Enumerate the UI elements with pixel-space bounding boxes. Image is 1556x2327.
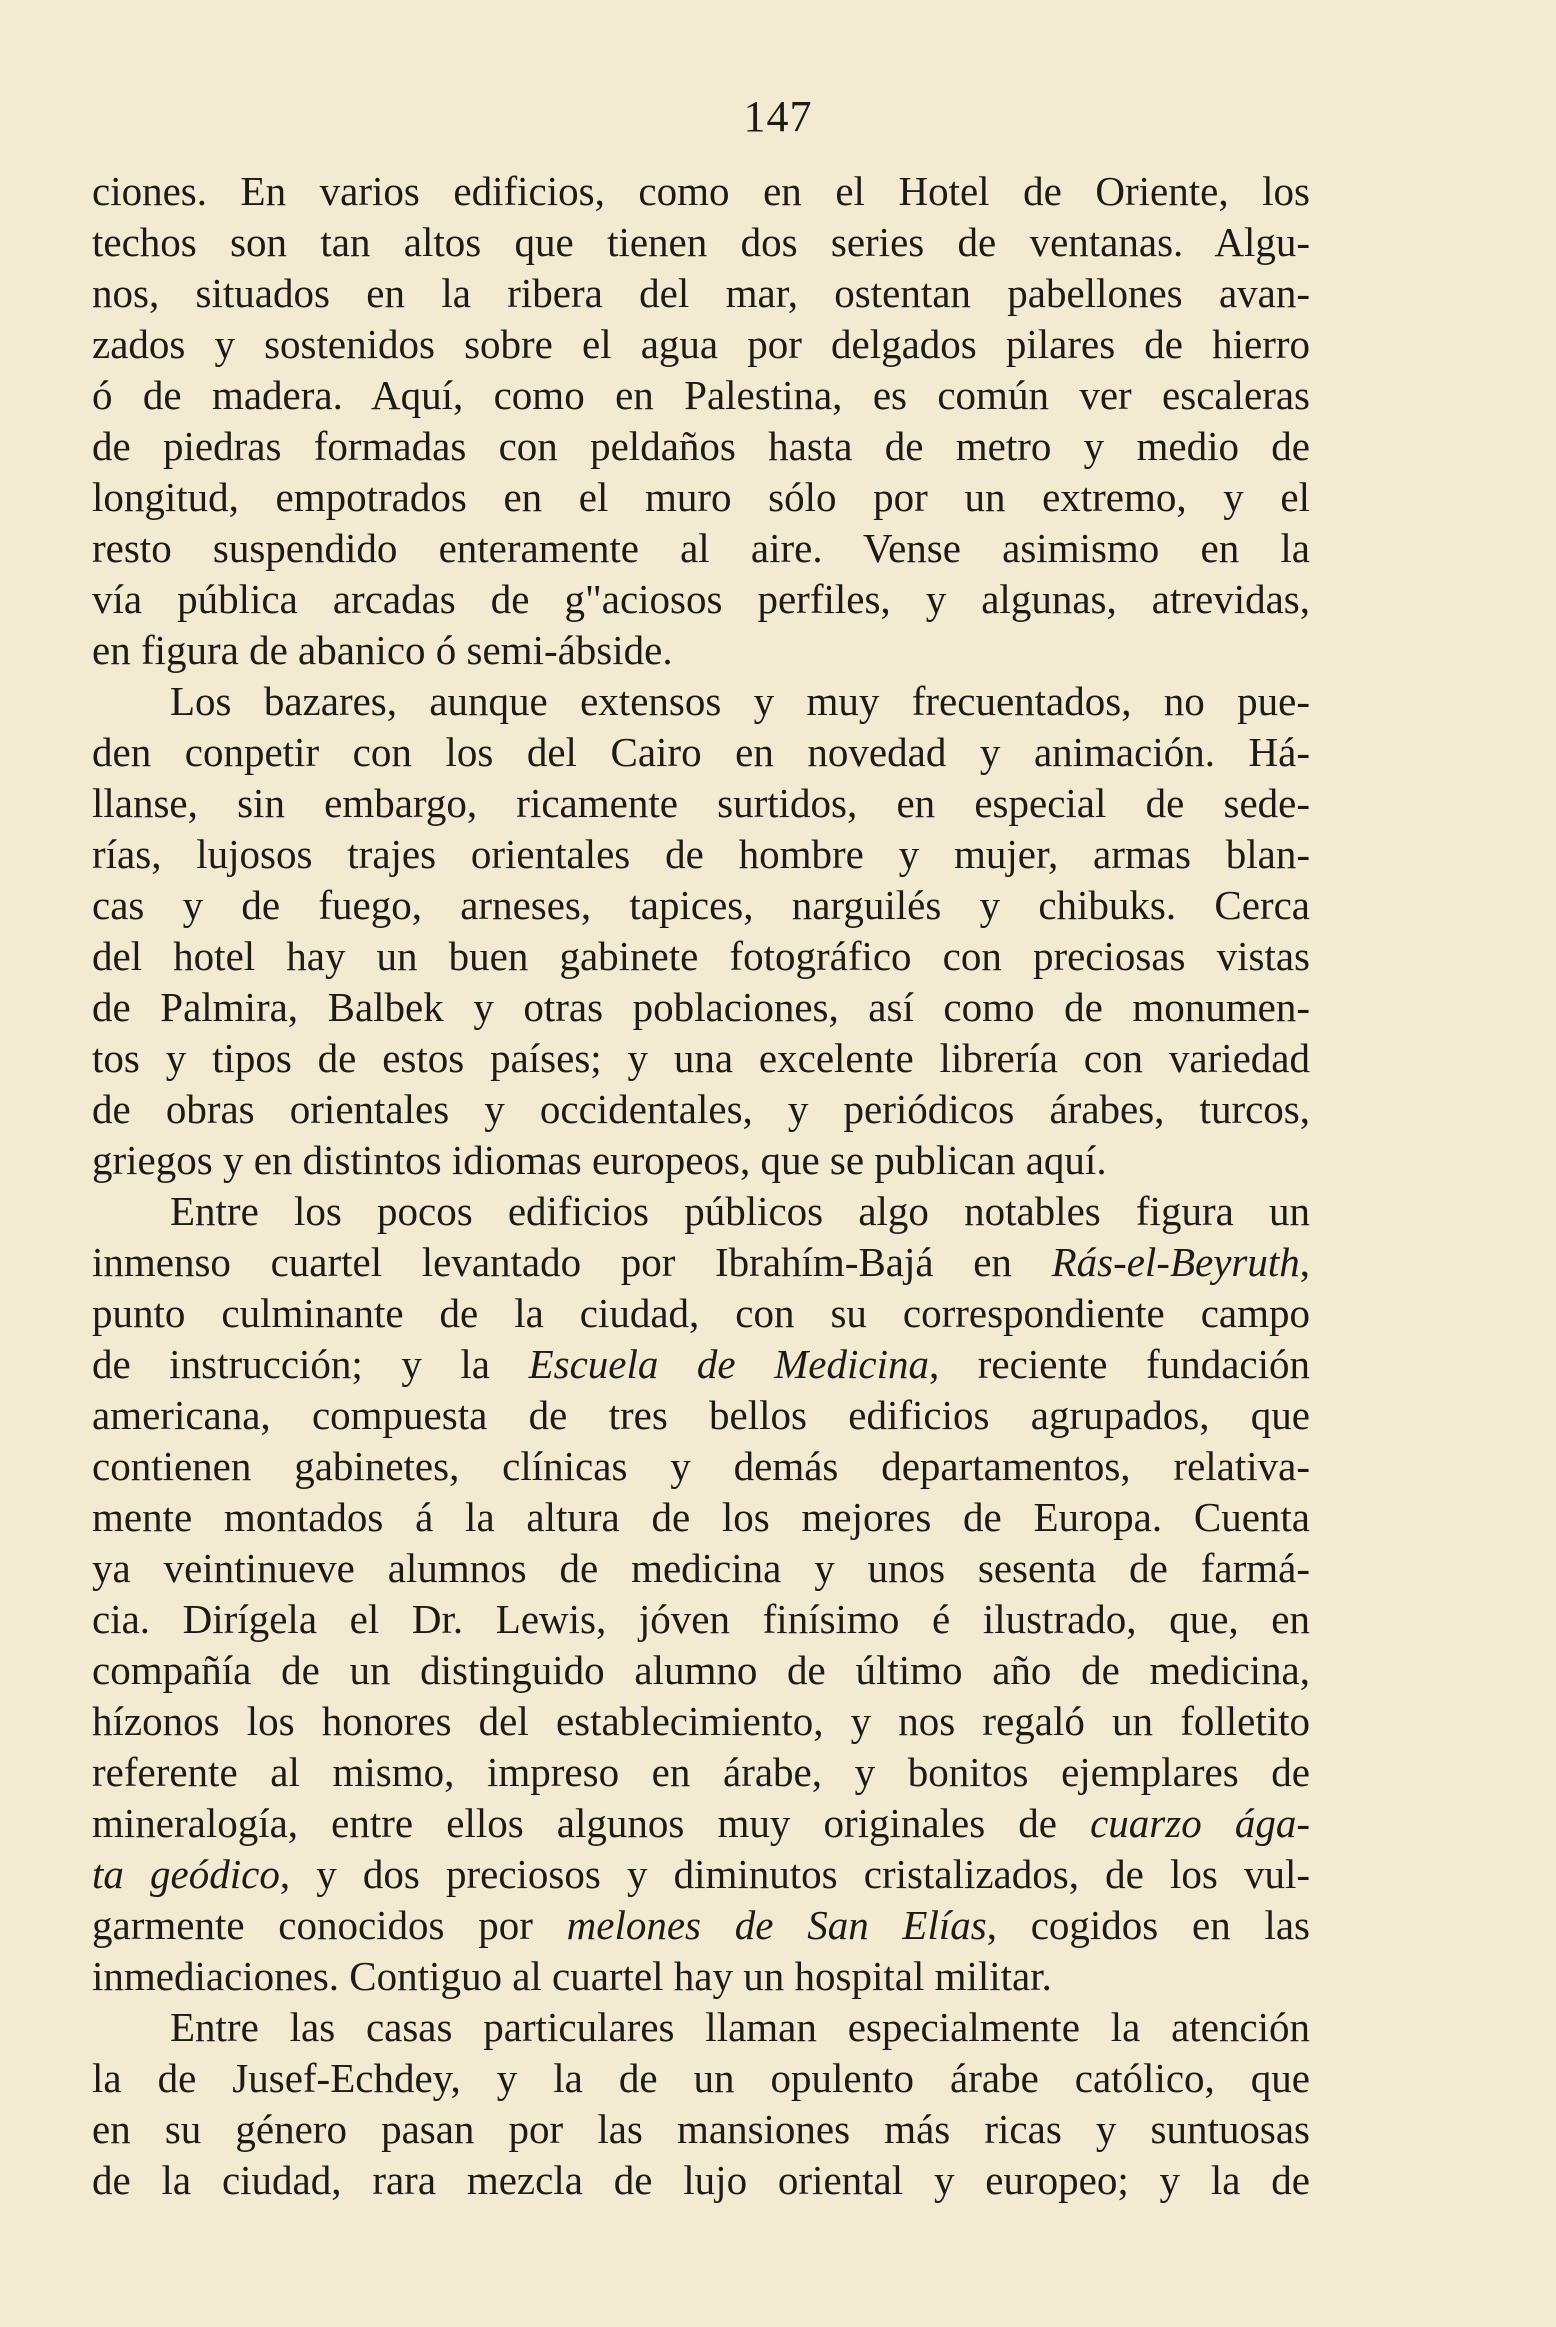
text-line: [92, 574, 1310, 625]
text-line: [92, 2155, 1310, 2206]
text-segment: den conpetir con los del Cairo en novedad y animación. Há-: [92, 729, 1310, 775]
text-segment: ciones. En varios edificios, como en el Hotel de Oriente, los: [92, 168, 1310, 214]
text-line: [92, 1900, 1310, 1951]
text-segment: ya veintinueve alumnos de medicina y unos sesenta de farmá-: [92, 1545, 1310, 1591]
text-line: [92, 370, 1310, 421]
text-line: [92, 2002, 1310, 2053]
text-line: [92, 1594, 1310, 1645]
text-line: [92, 1288, 1310, 1339]
text-segment: ó de madera. Aquí, como en Palestina, es común ver escaleras: [92, 372, 1310, 418]
text-segment: cia. Dirígela el Dr. Lewis, jóven finísimo é ilustrado, que, en: [92, 1596, 1310, 1642]
text-segment: del hotel hay un buen gabinete fotográfico con preciosas vistas: [92, 933, 1310, 979]
text-segment: de Palmira, Balbek y otras poblaciones, así como de monumen-: [92, 984, 1310, 1030]
text-line: [92, 1390, 1310, 1441]
text-segment: zados y sostenidos sobre el agua por delgados pilares de hierro: [92, 321, 1310, 367]
body-text: [92, 166, 1310, 2206]
text-line: [92, 2104, 1310, 2155]
text-line: [92, 1441, 1310, 1492]
text-line: [92, 421, 1310, 472]
text-line: [92, 1492, 1310, 1543]
italic-text: ta geódico: [92, 1851, 280, 1897]
italic-text: Rás-el-Beyruth: [1051, 1239, 1300, 1285]
text-line: [92, 1696, 1310, 1747]
text-segment: Los bazares, aunque extensos y muy frecuentados, no pue-: [170, 678, 1310, 724]
text-line: [92, 1951, 1310, 2002]
text-segment: tos y tipos de estos países; y una excelente librería con variedad: [92, 1035, 1310, 1081]
text-segment: de obras orientales y occidentales, y periódicos árabes, turcos,: [92, 1086, 1310, 1132]
text-line: [92, 676, 1310, 727]
text-segment: , y dos preciosos y diminutos cristalizados, de los vul-: [279, 1851, 1310, 1897]
page-number: 147: [743, 92, 813, 141]
italic-text: melones de San Elías: [566, 1902, 987, 1948]
text-segment: ,: [1299, 1239, 1310, 1285]
text-segment: inmenso cuartel levantado por Ibrahím-Bajá en: [92, 1239, 1052, 1285]
text-segment: hízonos los honores del establecimiento, y nos regaló un folletito: [92, 1698, 1310, 1744]
text-segment: referente al mismo, impreso en árabe, y bonitos ejemplares de: [92, 1749, 1310, 1795]
text-segment: en su género pasan por las mansiones más ricas y suntuosas: [92, 2106, 1310, 2152]
text-line: [92, 1543, 1310, 1594]
italic-text: Escuela de Medicina: [528, 1341, 929, 1387]
text-segment: resto suspendido enteramente al aire. Vense asimismo en la: [92, 525, 1310, 571]
text-segment: mente montados á la altura de los mejores de Europa. Cuenta: [92, 1494, 1310, 1540]
text-line: [92, 778, 1310, 829]
text-line: [92, 217, 1310, 268]
text-line: [92, 1033, 1310, 1084]
text-segment: cas y de fuego, arneses, tapices, narguilés y chibuks. Cerca: [92, 882, 1310, 928]
text-line: [92, 1798, 1310, 1849]
text-segment: en figura de abanico ó semi-ábside.: [92, 627, 673, 673]
text-segment: llanse, sin embargo, ricamente surtidos, en especial de sede-: [92, 780, 1310, 826]
text-segment: de instrucción; y la: [92, 1341, 529, 1387]
text-line: [92, 625, 1310, 676]
text-segment: nos, situados en la ribera del mar, ostentan pabellones avan-: [92, 270, 1310, 316]
text-segment: , cogidos en las: [986, 1902, 1310, 1948]
text-line: [92, 523, 1310, 574]
text-line: [92, 1849, 1310, 1900]
text-segment: vía pública arcadas de g"aciosos perfiles, y algunas, atrevidas,: [92, 576, 1310, 622]
text-segment: americana, compuesta de tres bellos edificios agrupados, que: [92, 1392, 1310, 1438]
text-segment: de piedras formadas con peldaños hasta de metro y medio de: [92, 423, 1310, 469]
text-line: [92, 1747, 1310, 1798]
text-segment: mineralogía, entre ellos algunos muy originales de: [92, 1800, 1091, 1846]
italic-text: cuarzo ága-: [1090, 1800, 1310, 1846]
text-line: [92, 982, 1310, 1033]
text-line: [92, 880, 1310, 931]
text-segment: la de Jusef-Echdey, y la de un opulento árabe católico, que: [92, 2055, 1310, 2101]
text-line: [92, 1645, 1310, 1696]
text-segment: contienen gabinetes, clínicas y demás departamentos, relativa-: [92, 1443, 1310, 1489]
text-line: [92, 1237, 1310, 1288]
text-segment: de la ciudad, rara mezcla de lujo oriental y europeo; y la de: [92, 2157, 1310, 2203]
text-line: [92, 1084, 1310, 1135]
text-segment: longitud, empotrados en el muro sólo por un extremo, y el: [92, 474, 1310, 520]
text-line: [92, 1339, 1310, 1390]
text-line: [92, 2053, 1310, 2104]
text-line: [92, 727, 1310, 778]
text-line: [92, 931, 1310, 982]
text-line: [92, 166, 1310, 217]
text-segment: punto culminante de la ciudad, con su correspondiente campo: [92, 1290, 1310, 1336]
text-segment: compañía de un distinguido alumno de último año de medicina,: [92, 1647, 1310, 1693]
text-line: [92, 1135, 1310, 1186]
text-line: [92, 268, 1310, 319]
text-line: [92, 472, 1310, 523]
text-segment: griegos y en distintos idiomas europeos, que se publican aquí.: [92, 1137, 1107, 1183]
text-segment: garmente conocidos por: [92, 1902, 567, 1948]
text-line: [92, 829, 1310, 880]
text-segment: techos son tan altos que tienen dos series de ventanas. Algu-: [92, 219, 1310, 265]
text-segment: , reciente fundación: [928, 1341, 1310, 1387]
text-segment: Entre los pocos edificios públicos algo notables figura un: [170, 1188, 1310, 1234]
text-segment: Entre las casas particulares llaman especialmente la atención: [170, 2004, 1310, 2050]
text-segment: inmediaciones. Contiguo al cuartel hay un hospital militar.: [92, 1953, 1052, 1999]
text-segment: rías, lujosos trajes orientales de hombre y mujer, armas blan-: [92, 831, 1310, 877]
text-line: [92, 319, 1310, 370]
text-line: [92, 1186, 1310, 1237]
